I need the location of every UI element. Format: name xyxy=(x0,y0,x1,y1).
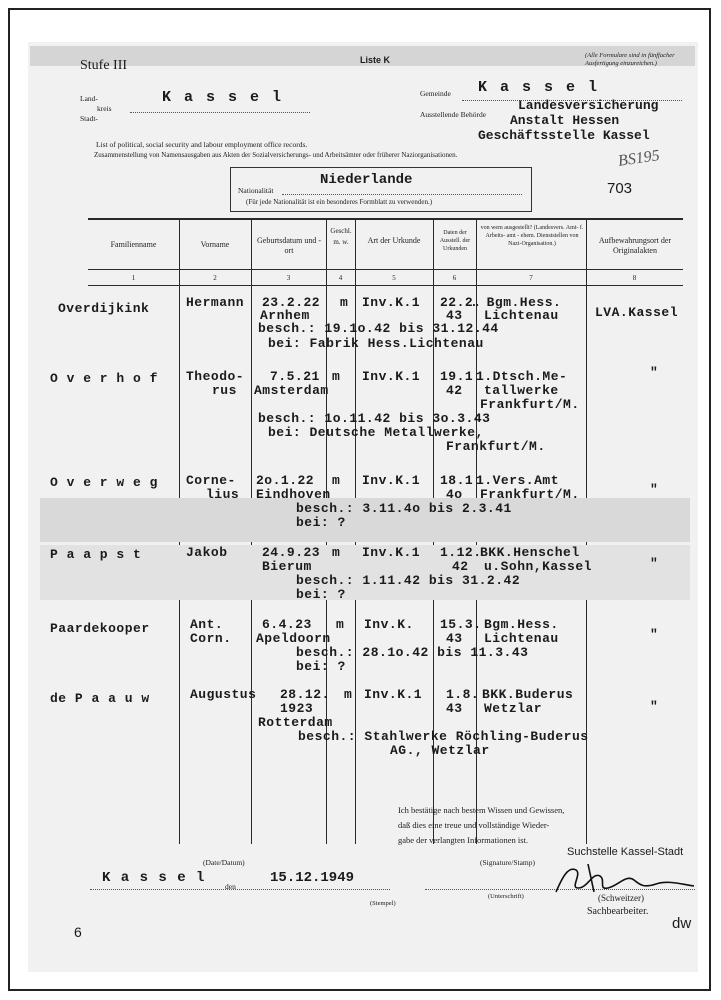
nationality-label: Nationalität xyxy=(238,186,274,195)
entry-doctype: Inv.K. xyxy=(364,617,414,632)
entry-date-1: 19.1 xyxy=(440,369,474,384)
entry-issuer-1: 1.Vers.Amt xyxy=(476,473,560,488)
office-stamp: Suchstelle Kassel-Stadt xyxy=(567,846,684,858)
kreis-underline xyxy=(130,112,310,113)
entry-issuer-1: Bgm.Hess. xyxy=(484,617,559,632)
kreis-value: K a s s e l xyxy=(162,89,284,106)
behoerde-line-1: Landesversicherung xyxy=(518,98,659,113)
col-num-2: 2 xyxy=(213,274,217,282)
entry-bei: AG., Wetzlar xyxy=(390,743,490,758)
entry-storage: LVA.Kassel xyxy=(595,305,679,320)
entry-date-2: 42 xyxy=(446,383,463,398)
entry-date-2: 43 xyxy=(446,701,463,716)
entry-surname: P a a p s t xyxy=(50,547,142,562)
gemeinde-value: K a s s e l xyxy=(478,79,600,96)
kreis-label: kreis xyxy=(97,104,112,113)
col-header-sex: Geschl. m. w. xyxy=(330,227,352,246)
entry-bei: bei: ? xyxy=(296,515,346,530)
entry-sex: m xyxy=(344,687,353,702)
col-header-firstname: Vorname xyxy=(200,240,230,249)
entry-birth-date: 24.9.23 xyxy=(262,545,321,560)
date-label: (Date/Datum) xyxy=(203,858,245,867)
entry-besch: besch.: Stahlwerke Röchling-Buderus xyxy=(298,729,589,744)
col-num-8: 8 xyxy=(632,274,637,282)
nationality-underline xyxy=(282,194,522,195)
entry-firstname: Augustus xyxy=(190,687,257,702)
entry-firstname: Corne- xyxy=(186,473,236,488)
col-header-issuer: von wem ausgestellt? (Landesvers. Amt- f. Arbeits- amt - ehem. Dienststellen von Nazi-Organisation.) xyxy=(480,225,584,247)
initials: dw xyxy=(672,915,692,932)
entry-issuer-3: Frankfurt/M. xyxy=(480,397,580,412)
entry-date-1: 18.1 xyxy=(440,473,474,488)
place-date-underline xyxy=(90,889,390,890)
entry-firstname: Theodo- xyxy=(186,369,245,384)
entry-besch: besch.: 1o.11.42 bis 3o.3.43 xyxy=(258,411,491,426)
entry-issuer-1: 1.Dtsch.Me- xyxy=(476,369,568,384)
nationality-value: Niederlande xyxy=(320,172,413,188)
entry-issuer-1: . Bgm.Hess. xyxy=(470,295,562,310)
footer-place: K a s s e l xyxy=(102,870,206,886)
entry-birth-place: Amsterdam xyxy=(254,383,329,398)
col-num-1: 1 xyxy=(131,274,136,282)
signature-scrawl xyxy=(548,858,698,898)
entry-birth-place: Arnhem xyxy=(260,308,310,323)
entry-issuer-2: tallwerke xyxy=(484,383,559,398)
document-number: 703 xyxy=(607,180,633,197)
entry-firstname-2: lius xyxy=(206,487,240,502)
entry-firstname: Ant. xyxy=(190,617,224,632)
entry-birth-place: Eindhoven xyxy=(256,487,331,502)
signer-name: (Schweitzer) xyxy=(598,893,644,903)
nationality-note: (Für jede Nationalität ist ein besonderes Formblatt zu verwenden.) xyxy=(246,198,433,206)
entry-date-2: 42 xyxy=(452,559,469,574)
col-header-surname: Familienname xyxy=(110,240,157,249)
entry-issuer-2: Wetzlar xyxy=(484,701,543,716)
entry-sex: m xyxy=(340,295,349,310)
stufe-label: Stufe III xyxy=(80,58,128,73)
col-header-storage: Aufbewahrungsort der Originalakten xyxy=(598,236,672,255)
entry-surname: O v e r w e g xyxy=(50,475,158,490)
col-num-6: 6 xyxy=(452,274,457,282)
land-label: Land- xyxy=(80,94,98,103)
english-title: List of political, social security and labour employment office records. xyxy=(96,140,308,149)
entry-besch: besch.: 3.11.4o bis 2.3.41 xyxy=(296,501,512,516)
entry-firstname: Hermann xyxy=(186,295,245,310)
entry-issuer-2: Frankfurt/M. xyxy=(480,487,580,502)
unterschrift-label: (Unterschrift) xyxy=(488,893,524,900)
entry-bei: bei: ? xyxy=(296,659,346,674)
col-num-4: 4 xyxy=(338,274,343,282)
entry-bei: bei: ? xyxy=(296,587,346,602)
entry-doctype: Inv.K.1 xyxy=(364,687,423,702)
table-top-border xyxy=(88,218,683,220)
entry-bei-2: Frankfurt/M. xyxy=(446,439,546,454)
entry-besch: besch.: 1.11.42 bis 31.2.42 xyxy=(296,573,521,588)
col-num-7: 7 xyxy=(529,274,533,282)
entry-firstname-2: rus xyxy=(212,383,237,398)
entry-birth-place: Rotterdam xyxy=(258,715,333,730)
entry-issuer-2: Lichtenau xyxy=(484,631,559,646)
behoerde-line-2: Anstalt Hessen xyxy=(510,113,620,128)
col-header-doctype: Art der Urkunde xyxy=(367,236,421,245)
entry-birth-date: 6.4.23 xyxy=(262,617,312,632)
entry-date-1: 15.3. xyxy=(440,617,482,632)
entry-doctype: Inv.K.1 xyxy=(362,295,421,310)
german-title: Zusammenstellung von Namensausgaben aus Akten der Sozialversicherungs- und Arbeitsämter oder früherer Naziorganisationen. xyxy=(94,151,458,159)
page-number: 6 xyxy=(74,924,82,940)
entry-bei: bei: Fabrik Hess.Lichtenau xyxy=(268,336,484,351)
entry-doctype: Inv.K.1 xyxy=(362,473,421,488)
entry-surname: de P a a u w xyxy=(50,691,150,706)
entry-date-1: 1.12. xyxy=(440,545,482,560)
entry-sex: m xyxy=(336,617,345,632)
stempel-label: (Stempel) xyxy=(370,900,396,907)
entry-birth-date: 7.5.21 xyxy=(270,369,320,384)
entry-doctype: Inv.K.1 xyxy=(362,369,421,384)
entry-surname: O v e r h o f xyxy=(50,371,158,386)
col-header-birth: Geburtsdatum und -ort xyxy=(257,236,321,255)
entry-issuer-1: BKK.Henschel xyxy=(480,545,580,560)
entry-birth-place: Apeldoorn xyxy=(256,631,331,646)
entry-besch: besch.: 28.1o.42 bis 11.3.43 xyxy=(296,645,529,660)
certify-line-1: Ich bestätige nach bestem Wissen und Gewissen, xyxy=(398,805,565,815)
entry-issuer-2: u.Sohn,Kassel xyxy=(484,559,592,574)
entry-doctype: Inv.K.1 xyxy=(362,545,421,560)
entry-birth-year: 1923 xyxy=(280,701,314,716)
entry-storage: " xyxy=(650,482,659,497)
col-num-3: 3 xyxy=(286,274,291,282)
entry-birth-date: 23.2.22 xyxy=(262,295,321,310)
entry-date-1: 22.2. xyxy=(440,295,482,310)
gemeinde-label: Gemeinde xyxy=(420,89,451,98)
entry-birth-place: Bierum xyxy=(262,559,312,574)
entry-firstname: Jakob xyxy=(186,545,228,560)
certify-line-2: daß dies eine treue und vollständige Wieder- xyxy=(398,820,550,830)
entry-sex: m xyxy=(332,369,341,384)
entry-date-2: 43 xyxy=(446,308,463,323)
col-num-5: 5 xyxy=(392,274,396,282)
behoerde-line-3: Geschäftsstelle Kassel xyxy=(478,128,650,143)
footer-date: 15.12.1949 xyxy=(270,870,355,886)
entry-firstname-2: Corn. xyxy=(190,631,232,646)
entry-date-2: 4o xyxy=(446,487,463,502)
entry-bei: bei: Deutsche Metallwerke, xyxy=(268,425,484,440)
entry-sex: m xyxy=(332,473,341,488)
entry-surname: Paardekooper xyxy=(50,621,150,636)
handwritten-code: BS195 xyxy=(616,147,661,170)
entry-besch: besch.: 19.1o.42 bis 31.12.44 xyxy=(258,321,499,336)
entry-storage: " xyxy=(650,627,659,642)
den-label: den xyxy=(225,882,236,891)
entry-issuer-2: Lichtenau xyxy=(484,308,559,323)
col-header-date: Daten der Ausstell. der Urkunden xyxy=(439,230,471,252)
entry-birth-date: 28.12. xyxy=(280,687,330,702)
entry-storage: " xyxy=(650,556,659,571)
entry-date-2: 43 xyxy=(446,631,463,646)
signature-label: (Signature/Stamp) xyxy=(480,858,535,867)
entry-date-1: 1.8. xyxy=(446,687,480,702)
entry-storage: " xyxy=(650,699,659,714)
liste-label: Liste K xyxy=(360,55,391,65)
certify-line-3: gabe der verlangten Informationen ist. xyxy=(398,835,529,845)
top-note: (Alle Formulare sind in fünffacher Ausfertigung einzureichen.) xyxy=(585,52,675,67)
entry-issuer-1: BKK.Buderus xyxy=(482,687,574,702)
entry-sex: m xyxy=(332,545,341,560)
entry-surname: Overdijkink xyxy=(58,301,150,316)
entry-storage: " xyxy=(650,365,659,380)
table-number-row-border xyxy=(88,269,683,270)
behoerde-label: Ausstellende Behörde xyxy=(420,110,487,119)
signer-title: Sachbearbeiter. xyxy=(587,906,649,917)
stadt-label: Stadt- xyxy=(80,114,98,123)
entry-birth-date: 2o.1.22 xyxy=(256,473,315,488)
table-header-bottom-border xyxy=(88,285,683,286)
